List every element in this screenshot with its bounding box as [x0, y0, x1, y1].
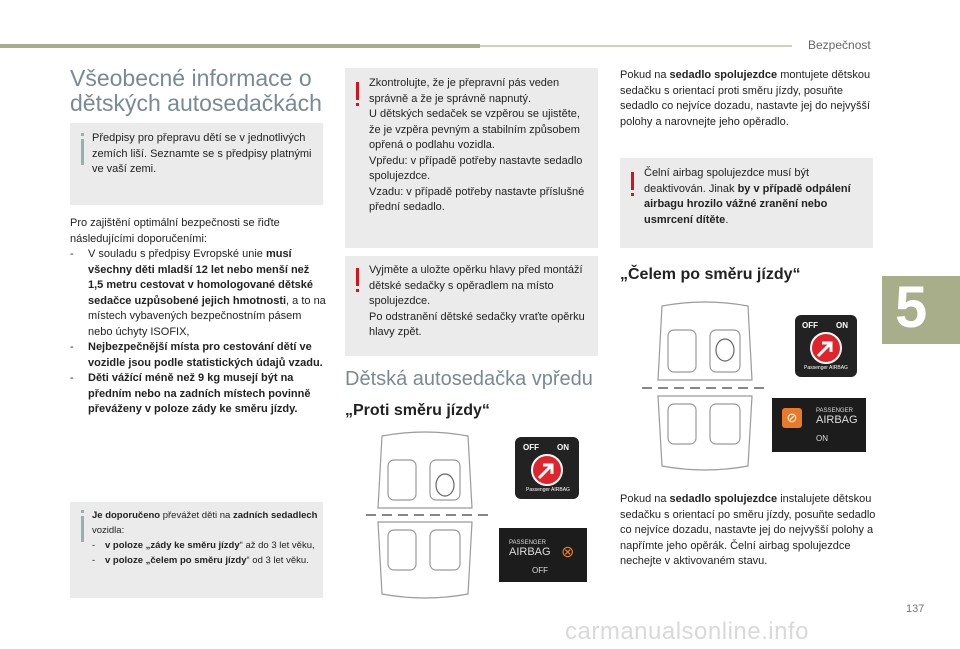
- chapter-number: 5: [895, 275, 928, 340]
- warning-text: Vzadu: v případě potřeby nastavte příslušné přední sedadlo.: [369, 185, 585, 213]
- warning-text: Čelní airbag spolujezdce musí být deaktivován. Jinak by v případě odpálení airbagu hrozilo vážné zranění nebo usmrcení dítěte.: [644, 167, 851, 226]
- paragraph-rear-facing: Pokud na sedadlo spolujezdce montujete dětskou sedačku s orientací proti směru jízdy, posuňte sedadlo co nejvíce dozadu, nastavte jej do nejvyšší polohy a narovnejte jeho opěradlo.: [620, 69, 871, 128]
- airbag-switch-forward: [795, 315, 857, 377]
- arrow-icon: [812, 334, 840, 362]
- section-title: Dětská autosedačka vpředu: [345, 368, 593, 390]
- info-box-recommendation: [70, 502, 323, 598]
- warning-text: Vyjměte a uložte opěrku hlavy před montáží dětské sedačky s opěradlem na místo spolujezdce.: [369, 264, 583, 307]
- switch-label-on: ON: [836, 321, 848, 330]
- section-header: Bezpečnost: [808, 38, 871, 52]
- watermark: carmanualsonline.info: [565, 618, 809, 645]
- warning-text: Vpředu: v případě potřeby nastavte sedadlo spolujezdce.: [369, 154, 583, 182]
- paragraph-forward-facing: Pokud na sedadlo spolujezdce instalujete dětskou sedačku s orientací po směru jízdy, posuňte sedadlo co nejvíce dozadu, nastavte jej do nejvyšší polohy a napřímte jeho opěrák. Čelní airbag spolujezdce nechejte v aktivovaném stavu.: [620, 493, 876, 567]
- list-item: - v poloze „čelem po směru jízdy“ od 3 let věku.: [92, 555, 309, 566]
- airbag-off-icon: ⊗: [561, 544, 575, 561]
- warning-icon: [631, 172, 634, 190]
- car-top-view-icon: [360, 430, 490, 600]
- lamp-text-line2: AIRBAG: [816, 414, 858, 426]
- list-item: - Nejbezpečnější místa pro cestování dětí ve vozidle jsou podle statistických údajů vzadu.: [70, 341, 323, 369]
- list-item: - v poloze „zády ke směru jízdy“ až do 3 let věku,: [92, 540, 315, 551]
- switch-knob-icon: [810, 332, 842, 364]
- lamp-text-line1: PASSENGER: [509, 540, 546, 546]
- subsection-title-rear-facing: „Proti směru jízdy“: [345, 402, 490, 419]
- lamp-text-line1: PASSENGER: [816, 408, 853, 414]
- warning-box-headrest: [345, 256, 598, 356]
- switch-caption: Passenger AIRBAG: [526, 487, 570, 493]
- warning-icon: [356, 82, 359, 100]
- lamp-state-off: OFF: [532, 566, 548, 575]
- warning-text: U dětských sedaček se vzpěrou se ujistěte, že je vzpěra pevným a stabilním způsobem opřená o podlahu vozidla.: [369, 108, 580, 151]
- info-icon: [81, 516, 84, 542]
- warning-icon: [356, 268, 359, 286]
- info-box-regulations: [70, 123, 323, 205]
- header-rule-thin: [480, 45, 792, 47]
- switch-label-off: OFF: [523, 443, 539, 452]
- car-top-view-icon: [640, 300, 770, 472]
- airbag-lamp-off: [499, 528, 587, 582]
- recommendation-list: [92, 538, 320, 568]
- warning-box-airbag: [620, 158, 873, 248]
- airbag-lamp-on: [772, 398, 866, 452]
- lamp-text-line2: AIRBAG: [509, 546, 551, 558]
- page-title: Všeobecné informace o dětských autosedačkách: [70, 65, 322, 116]
- car-illustration-rear-facing: [360, 430, 490, 600]
- info-icon: [81, 139, 84, 165]
- car-illustration-forward-facing: [640, 300, 770, 472]
- lamp-state-on: ON: [816, 434, 828, 443]
- switch-label-on: ON: [557, 443, 569, 452]
- switch-knob-icon: [531, 454, 563, 486]
- list-item: - Děti vážící méně než 9 kg musejí být na předním nebo na zadních místech povinně převáženy v poloze zády ke směru jízdy.: [70, 372, 311, 415]
- switch-label-off: OFF: [802, 321, 818, 330]
- airbag-switch-rear: [515, 437, 579, 499]
- recommendation-text: Je doporučeno převážet děti na zadních sedadlech vozidla:: [92, 510, 318, 536]
- page-number: 137: [906, 603, 925, 615]
- rules-block: [70, 216, 326, 418]
- airbag-on-icon: ⊘: [782, 408, 802, 428]
- header-rule: [0, 44, 480, 48]
- subsection-title-forward-facing: „Čelem po směru jízdy“: [620, 266, 801, 283]
- rules-intro: Pro zajištění optimální bezpečnosti se řiďte následujícími doporučeními:: [70, 217, 280, 245]
- list-item: - V souladu s předpisy Evropské unie musí všechny děti mladší 12 let nebo menší než 1,5 metru cestovat v homologované dětské sedačce uzpůsobené jejich hmotnosti, a to na místech vybavených bezpečnostním pásem nebo úchyty ISOFIX,: [70, 248, 326, 338]
- warning-text: Po odstranění dětské sedačky vraťte opěrku hlavy zpět.: [369, 310, 585, 338]
- info-text: Předpisy pro přepravu dětí se v jednotlivých zemích liší. Seznamte se s předpisy platnými ve vaší zemi.: [92, 132, 312, 175]
- arrow-icon: [533, 456, 561, 484]
- warning-text: Zkontrolujte, že je přepravní pás veden správně a že je správně napnutý.: [369, 77, 560, 105]
- warning-box-belt: [345, 68, 598, 248]
- switch-caption: Passenger AIRBAG: [804, 365, 848, 371]
- rules-list: [70, 247, 326, 418]
